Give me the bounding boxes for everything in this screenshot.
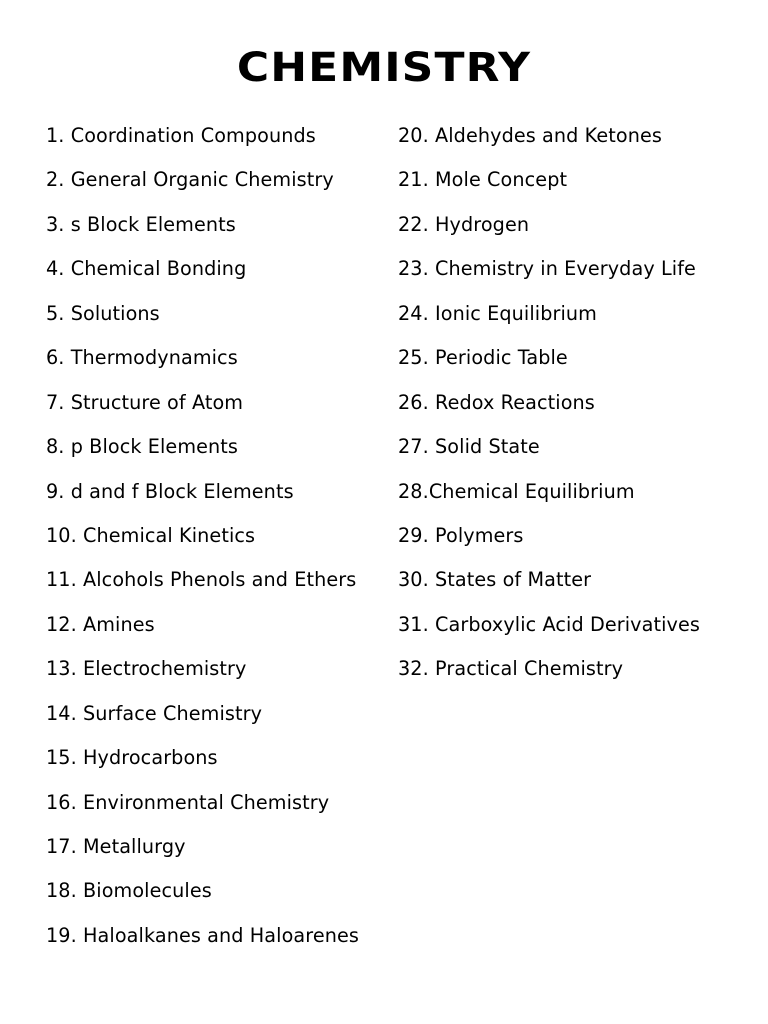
list-item: 7. Structure of Atom bbox=[46, 390, 244, 414]
list-item: 21. Mole Concept bbox=[398, 168, 568, 192]
list-item: 31. Carboxylic Acid Derivatives bbox=[398, 612, 700, 636]
list-item: 24. Ionic Equilibrium bbox=[398, 301, 597, 325]
list-item: 17. Metallurgy bbox=[46, 835, 186, 858]
list-item: 18. Biomolecules bbox=[46, 879, 212, 903]
list-item: 1. Coordination Compounds bbox=[46, 124, 316, 147]
list-item: 9. d and f Block Elements bbox=[46, 479, 294, 503]
list-item: 27. Solid State bbox=[398, 435, 540, 459]
list-item: 29. Polymers bbox=[398, 523, 524, 547]
list-item: 16. Environmental Chemistry bbox=[46, 790, 330, 814]
list-item: 11. Alcohols Phenols and Ethers bbox=[46, 568, 357, 592]
list-item: 25. Periodic Table bbox=[398, 346, 568, 370]
list-item: 26. Redox Reactions bbox=[398, 390, 595, 414]
topic-list-right bbox=[398, 121, 738, 699]
list-item: 28.Chemical Equilibrium bbox=[398, 479, 635, 503]
list-item: 4. Chemical Bonding bbox=[46, 257, 247, 281]
list-item: 6. Thermodynamics bbox=[46, 346, 238, 370]
list-item: 13. Electrochemistry bbox=[46, 657, 247, 681]
list-item: 30. States of Matter bbox=[398, 568, 592, 592]
list-item: 8. p Block Elements bbox=[46, 435, 239, 459]
list-item: 20. Aldehydes and Ketones bbox=[398, 124, 663, 147]
list-item: 5. Solutions bbox=[46, 301, 160, 325]
list-item: 22. Hydrogen bbox=[398, 212, 530, 236]
list-item: 10. Chemical Kinetics bbox=[46, 523, 256, 547]
list-item: 14. Surface Chemistry bbox=[46, 701, 263, 725]
list-item: 12. Amines bbox=[46, 612, 155, 636]
list-item: 15. Hydrocarbons bbox=[46, 746, 218, 770]
list-item: 3. s Block Elements bbox=[46, 212, 236, 236]
topic-list-left bbox=[46, 121, 386, 965]
list-item: 32. Practical Chemistry bbox=[398, 657, 624, 681]
list-item: 19. Haloalkanes and Haloarenes bbox=[46, 923, 359, 947]
list-item: 23. Chemistry in Everyday Life bbox=[398, 257, 696, 281]
list-item: 2. General Organic Chemistry bbox=[46, 168, 334, 192]
page-title: CHEMISTRY bbox=[236, 45, 532, 91]
